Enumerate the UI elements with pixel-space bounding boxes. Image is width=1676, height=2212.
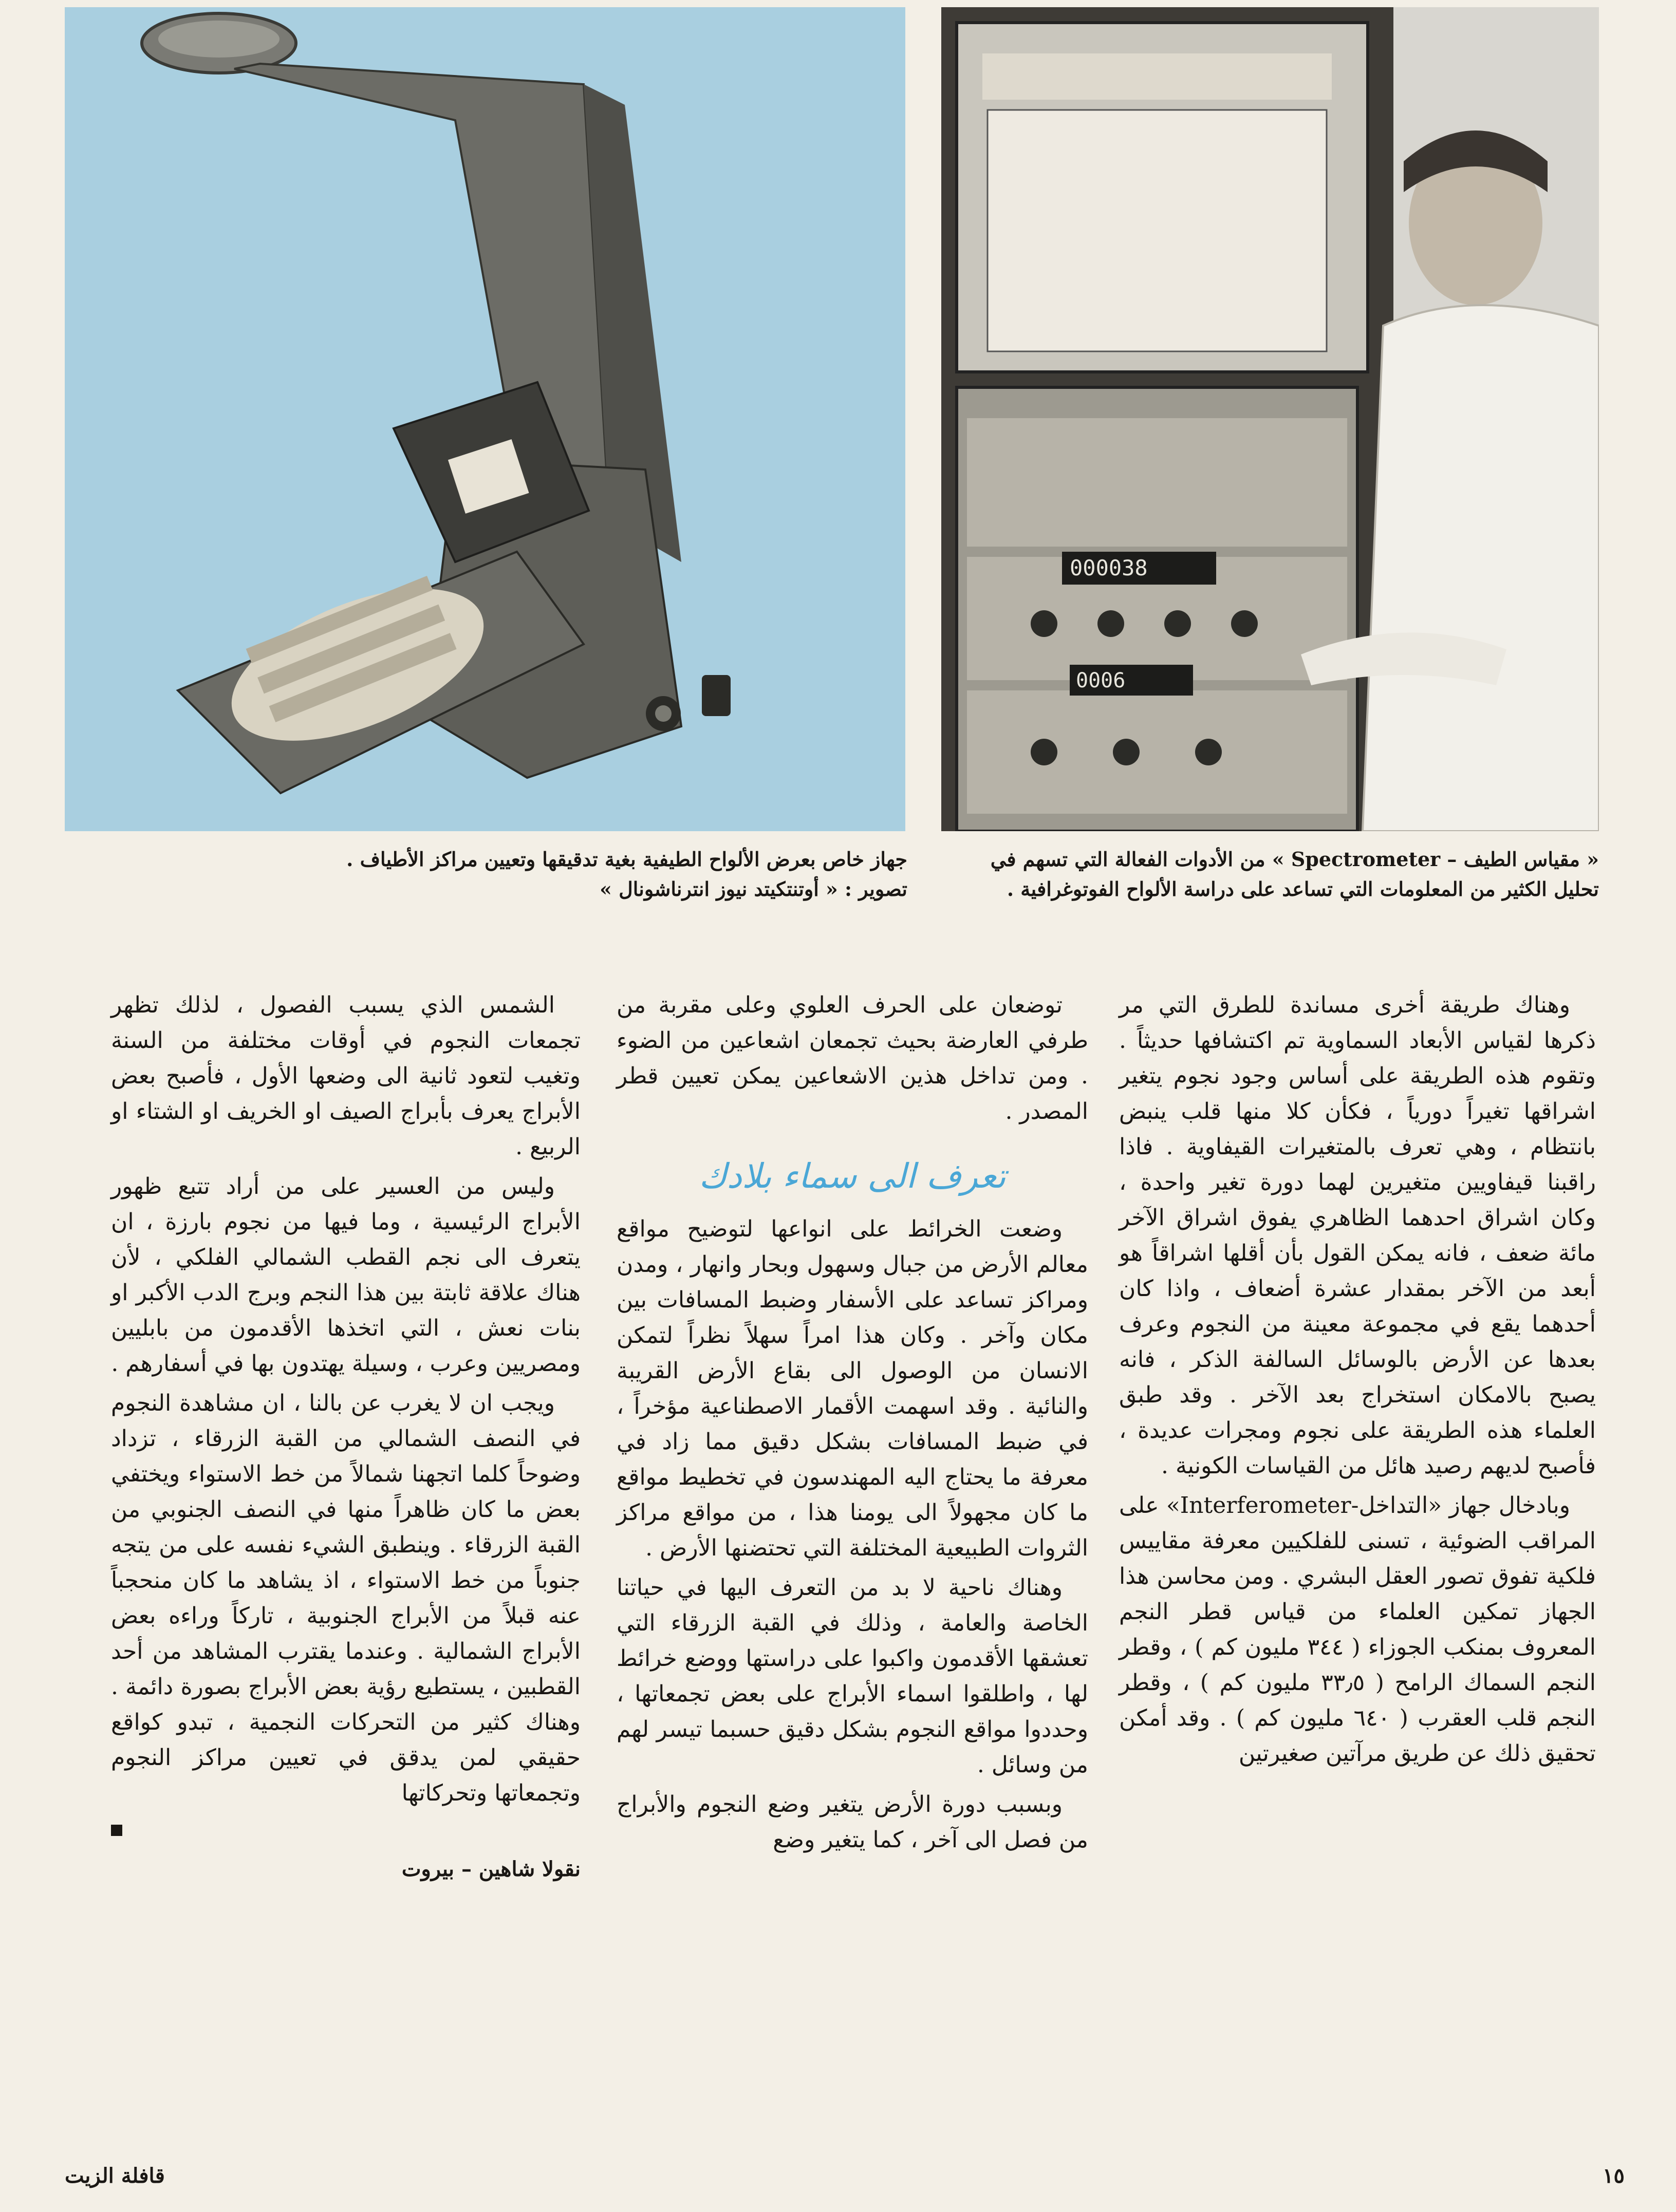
spectrometer-caption: « مقياس الطيف – Spectrometer » من الأدوات الفعالة التي تسهم في تحليل الكثير من المعلومات التي تساعد على دراسة الألواح الفوتوغرافية . (990, 848, 1599, 901)
paragraph: وليس من العسير على من أراد تتبع ظهور الأبراج الرئيسية ، وما فيها من نجوم بارزة ، ان يتعرف الى نجم القطب الشمالي الفلكي ، لأن هناك علاقة ثابتة بين هذا النجم وبرج الدب الأكبر او بنات نعش ، التي اتخذها الأقدمون من بابليين ومصريين وعرب ، وسيلة يهتدون بها في أسفارهم . (111, 1173, 581, 1377)
spectrometer-photo (941, 7, 1599, 831)
magazine-name: قافلة الزيت (65, 2164, 165, 2188)
paragraph: ويجب ان لا يغرب عن بالنا ، ان مشاهدة النجوم في النصف الشمالي من القبة الزرقاء ، تزداد وضوحاً كلما اتجهنا شمالاً من خط الاستواء ويختفي بعض ما كان ظاهراً منها في النصف الجنوبي من القبة الزرقاء . وينطبق الشيء نفسه على من يتجه جنوباً من خط الاستواء ، اذ يشاهد ما كان منحجباً عنه قبلاً من الأبراج الجنوبية ، تاركاً وراءه بعض الأبراج الشمالية . وعندما يقترب المشاهد من أحد القطبين ، يستطيع رؤية بعض الأبراج بصورة دائمة . وهناك كثير من التحركات النجمية ، تبدو كواقع حقيقي لمن يدقق في تعيين مراكز النجوم وتجمعاتها وتحركاتها (111, 1390, 581, 1806)
paragraph: وبادخال جهاز «التداخل-Interferometer» على المراقب الضوئية ، تسنى للفلكيين معرفة مقاييس فلكية تفوق تصور العقل البشري . ومن محاسن هذا الجهاز تمكين العلماء من قياس قطر النجم المعروف بمنكب الجوزاء ( ٣٤٤ مليون كم ) ، وقطر النجم السماك الرامح ( ٣٣٫٥ مليون كم ) ، وقطر النجم قلب العقرب ( ٦٤٠ مليون كم ) . وقد أمكن تحقيق ذلك عن طريق مرآتين صغيرتين (1119, 1492, 1596, 1767)
article-end-mark (111, 1811, 581, 1846)
counter-top-readout: 000038 (1070, 555, 1148, 580)
article-column-left (111, 987, 581, 1887)
paragraph: الشمس الذي يسبب الفصول ، لذلك تظهر تجمعات النجوم في أوقات مختلفة من السنة وتغيب لتعود ثانية الى وضعها الأول ، فأصبح بعض الأبراج يعرف بأبراج الصيف او الخريف او الشتاء او الربيع . (111, 992, 581, 1160)
photo-credit: تصوير : « أوتنتكيتد نيوز انترناشونال » (600, 877, 907, 901)
plate-viewer-caption: جهاز خاص بعرض الألواح الطيفية بغية تدقيقها وتعيين مراكز الأطياف . (346, 848, 907, 871)
paragraph: وضعت الخرائط على انواعها لتوضيح مواقع معالم الأرض من جبال وسهول وبحار وانهار ، ومدن ومراكز تساعد على الأسفار وضبط المسافات بين مكان وآخر . وكان هذا امراً سهلاً نظراً لتمكن الانسان من الوصول الى بقاع الأرض القريبة والنائية . وقد اسهمت الأقمار الاصطناعية مؤخراً ، في ضبط المسافات بشكل دقيق مما زاد في معرفة ما يحتاج اليه المهندسون في تخطيط مواقع ما كان مجهولاً الى يومنا هذا ، من مواقع مراكز الثروات الطبيعية المختلفة التي تحتضنها الأرض . (617, 1216, 1088, 1561)
article-column-middle (617, 987, 1088, 1858)
author-byline: نقولا شاهين – بيروت (401, 1857, 581, 1881)
paragraph: توضعان على الحرف العلوي وعلى مقربة من طرفي العارضة بحيث تجمعان اشعاعين من الضوء . ومن تداخل هذين الاشعاعين يمكن تعيين قطر المصدر . (617, 992, 1088, 1124)
plate-viewer-caption-block (154, 845, 907, 904)
spectrometer-illustration (941, 7, 1599, 831)
article-column-right (1119, 987, 1596, 1771)
page-number: ١٥ (1603, 2164, 1625, 2188)
paragraph: وهناك ناحية لا بد من التعرف اليها في حياتنا الخاصة والعامة ، وذلك في القبة الزرقاء التي تعشقها الأقدمون واكبوا على دراستها ووضع خرائط لها ، واطلقوا اسماء الأبراج على بعض تجمعاتها ، وحددوا مواقع النجوم بشكل دقيق حسبما تيسر لهم من وسائل . (617, 1574, 1088, 1778)
end-square-icon (111, 1825, 122, 1836)
plate-viewer-photo (65, 7, 905, 831)
paragraph: وهناك طريقة أخرى مساندة للطرق التي مر ذكرها لقياس الأبعاد السماوية تم اكتشافها حديثاً . وتقوم هذه الطريقة على أساس وجود نجوم يتغير اشراقها تغيراً دورياً ، فكأن كلا منها قلب ينبض بانتظام ، وهي تعرف بالمتغيرات القيفاوية . فاذا راقبنا قيفاويين متغيرين لهما دورة تغير واحدة ، وكان اشراق احدهما الظاهري يفوق اشراق الآخر مائة ضعف ، فانه يمكن القول بأن أقلها اشراقاً هو أبعد من الآخر بمقدار عشرة أضعاف ، واذا كان أحدهما يقع في مجموعة معينة من النجوم وعرف بعدها عن الأرض بالوسائل السالفة الذكر ، فانه يصبح بالامكان استخراج بعد الآخر . وقد طبق العلماء هذه الطريقة على نجوم ومجرات عديدة ، فأصبح لديهم رصيد هائل من القياسات الكونية . (1119, 992, 1596, 1479)
counter-bottom-readout: 0006 (1076, 669, 1126, 692)
plate-viewer-illustration (65, 7, 905, 831)
section-heading: تعرف الى سماء بلادك (699, 1156, 1006, 1196)
paragraph: وبسبب دورة الأرض يتغير وضع النجوم والأبراج من فصل الى آخر ، كما يتغير وضع (617, 1791, 1088, 1853)
